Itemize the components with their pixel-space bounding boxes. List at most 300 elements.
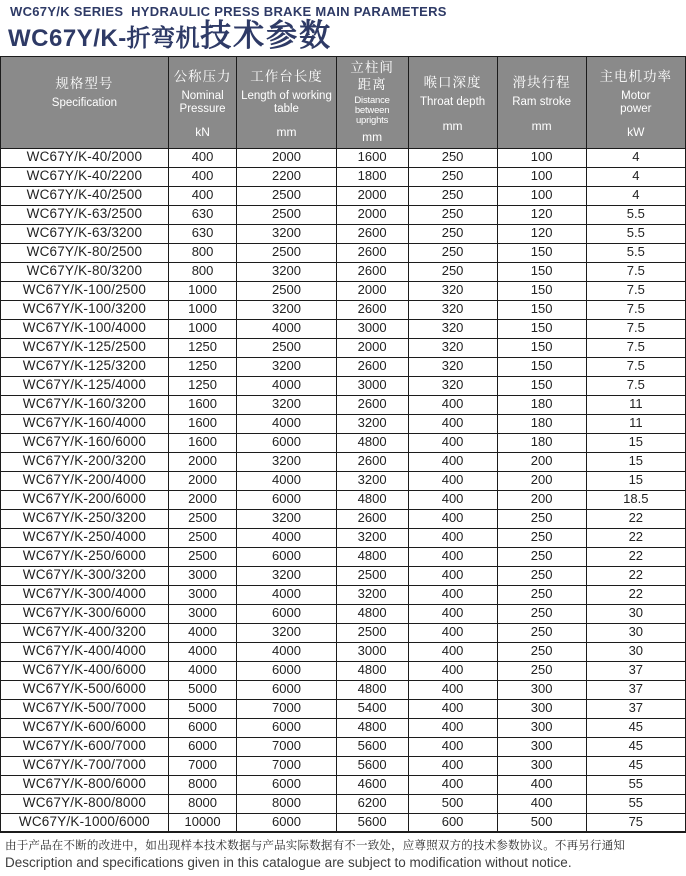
table-row — [1, 452, 686, 471]
table-row — [1, 338, 686, 357]
spec-value-cell: 5400 — [336, 699, 408, 718]
col-en: Length of working table — [241, 89, 332, 116]
spec-value-cell: 320 — [408, 357, 497, 376]
table-row — [1, 718, 686, 737]
spec-model-cell: WC67Y/K-125/2500 — [1, 338, 169, 357]
spec-value-cell: 300 — [497, 699, 586, 718]
spec-value-cell: 250 — [497, 623, 586, 642]
spec-value-cell: 15 — [586, 452, 685, 471]
spec-value-cell: 250 — [497, 566, 586, 585]
table-row — [1, 300, 686, 319]
spec-value-cell: 7.5 — [586, 300, 685, 319]
spec-value-cell: 3200 — [237, 300, 336, 319]
spec-value-cell: 400 — [408, 433, 497, 452]
spec-value-cell: 400 — [168, 186, 237, 205]
spec-value-cell: 4800 — [336, 547, 408, 566]
table-row — [1, 414, 686, 433]
spec-value-cell: 75 — [586, 813, 685, 832]
spec-value-cell: 250 — [408, 167, 497, 186]
spec-value-cell: 250 — [408, 243, 497, 262]
spec-value-cell: 4800 — [336, 490, 408, 509]
spec-value-cell: 400 — [408, 699, 497, 718]
spec-value-cell: 6000 — [237, 661, 336, 680]
spec-value-cell: 1250 — [168, 357, 237, 376]
table-header — [1, 56, 686, 148]
col-zh: 滑块行程 — [512, 75, 571, 91]
table-row — [1, 243, 686, 262]
spec-value-cell: 400 — [408, 547, 497, 566]
spec-value-cell: 3200 — [336, 585, 408, 604]
spec-model-cell: WC67Y/K-200/4000 — [1, 471, 169, 490]
col-unit: mm — [276, 125, 297, 140]
spec-table-body — [1, 148, 686, 832]
spec-value-cell: 4 — [586, 186, 685, 205]
spec-model-cell: WC67Y/K-125/3200 — [1, 357, 169, 376]
spec-value-cell: 300 — [497, 718, 586, 737]
spec-value-cell: 3000 — [168, 604, 237, 623]
spec-value-cell: 180 — [497, 395, 586, 414]
spec-value-cell: 7000 — [168, 756, 237, 775]
col-header-nominal-pressure — [168, 56, 237, 148]
spec-value-cell: 3200 — [336, 471, 408, 490]
table-row — [1, 433, 686, 452]
spec-value-cell: 2500 — [237, 186, 336, 205]
spec-value-cell: 3200 — [237, 224, 336, 243]
spec-model-cell: WC67Y/K-100/3200 — [1, 300, 169, 319]
table-row — [1, 547, 686, 566]
spec-value-cell: 150 — [497, 319, 586, 338]
page-title — [0, 19, 686, 56]
spec-model-cell: WC67Y/K-63/3200 — [1, 224, 169, 243]
spec-value-cell: 1000 — [168, 281, 237, 300]
spec-value-cell: 22 — [586, 528, 685, 547]
table-row — [1, 756, 686, 775]
spec-value-cell: 250 — [497, 642, 586, 661]
col-zh: 主电机功率 — [599, 68, 673, 84]
col-header-motor-power — [586, 56, 685, 148]
spec-value-cell: 600 — [408, 813, 497, 832]
table-row — [1, 262, 686, 281]
spec-value-cell: 2600 — [336, 452, 408, 471]
spec-model-cell: WC67Y/K-400/6000 — [1, 661, 169, 680]
col-unit: mm — [442, 118, 463, 133]
spec-value-cell: 2500 — [237, 281, 336, 300]
table-row — [1, 775, 686, 794]
spec-value-cell: 250 — [497, 547, 586, 566]
spec-value-cell: 500 — [408, 794, 497, 813]
spec-value-cell: 4800 — [336, 604, 408, 623]
spec-value-cell: 250 — [408, 205, 497, 224]
spec-value-cell: 1600 — [168, 433, 237, 452]
spec-value-cell: 2000 — [168, 452, 237, 471]
spec-value-cell: 7.5 — [586, 262, 685, 281]
spec-value-cell: 1000 — [168, 300, 237, 319]
spec-value-cell: 250 — [497, 661, 586, 680]
spec-value-cell: 400 — [408, 604, 497, 623]
spec-value-cell: 3200 — [237, 395, 336, 414]
col-header-table-length — [237, 56, 336, 148]
spec-value-cell: 55 — [586, 794, 685, 813]
spec-value-cell: 4 — [586, 148, 685, 167]
spec-value-cell: 250 — [497, 528, 586, 547]
col-zh: 工作台长度 — [250, 68, 323, 84]
table-row — [1, 566, 686, 585]
spec-value-cell: 2600 — [336, 357, 408, 376]
spec-value-cell: 320 — [408, 300, 497, 319]
spec-value-cell: 1250 — [168, 376, 237, 395]
col-unit: mm — [362, 129, 383, 144]
spec-value-cell: 200 — [497, 490, 586, 509]
col-en: Throat depth — [419, 96, 486, 109]
table-row — [1, 680, 686, 699]
spec-value-cell: 37 — [586, 699, 685, 718]
page-title-model: WC67Y/K-折弯机 — [8, 25, 201, 52]
spec-value-cell: 2000 — [336, 338, 408, 357]
table-row — [1, 357, 686, 376]
spec-model-cell: WC67Y/K-600/6000 — [1, 718, 169, 737]
spec-model-cell: WC67Y/K-500/6000 — [1, 680, 169, 699]
spec-model-cell: WC67Y/K-125/4000 — [1, 376, 169, 395]
spec-value-cell: 37 — [586, 661, 685, 680]
spec-model-cell: WC67Y/K-250/6000 — [1, 547, 169, 566]
spec-value-cell: 6200 — [336, 794, 408, 813]
spec-model-cell: WC67Y/K-700/7000 — [1, 756, 169, 775]
spec-value-cell: 1250 — [168, 338, 237, 357]
col-unit: kN — [195, 125, 210, 140]
spec-value-cell: 400 — [408, 509, 497, 528]
spec-value-cell: 55 — [586, 775, 685, 794]
spec-model-cell: WC67Y/K-80/3200 — [1, 262, 169, 281]
spec-value-cell: 320 — [408, 319, 497, 338]
spec-model-cell: WC67Y/K-300/6000 — [1, 604, 169, 623]
spec-value-cell: 2500 — [168, 509, 237, 528]
col-en: Ram stroke — [512, 96, 572, 109]
spec-value-cell: 3200 — [237, 357, 336, 376]
header-row — [1, 56, 686, 148]
spec-value-cell: 4800 — [336, 661, 408, 680]
spec-value-cell: 4000 — [168, 642, 237, 661]
spec-value-cell: 320 — [408, 338, 497, 357]
footer-note-en: Description and specifications given in this catalogue are subject to modification without notice. — [5, 855, 572, 871]
table-row — [1, 737, 686, 756]
spec-value-cell: 1600 — [336, 148, 408, 167]
spec-value-cell: 150 — [497, 357, 586, 376]
col-header-ram-stroke — [497, 56, 586, 148]
spec-value-cell: 250 — [408, 148, 497, 167]
spec-value-cell: 2500 — [237, 205, 336, 224]
spec-value-cell: 5.5 — [586, 205, 685, 224]
spec-value-cell: 2000 — [336, 186, 408, 205]
col-header-distance-uprights — [336, 56, 408, 148]
spec-value-cell: 4000 — [237, 471, 336, 490]
spec-value-cell: 5600 — [336, 737, 408, 756]
spec-value-cell: 18.5 — [586, 490, 685, 509]
spec-value-cell: 200 — [497, 471, 586, 490]
col-unit: mm — [531, 118, 552, 133]
spec-value-cell: 4000 — [237, 376, 336, 395]
spec-value-cell: 2000 — [168, 490, 237, 509]
spec-value-cell: 400 — [408, 395, 497, 414]
spec-value-cell: 2000 — [237, 148, 336, 167]
spec-value-cell: 4800 — [336, 718, 408, 737]
spec-value-cell: 2500 — [168, 547, 237, 566]
spec-value-cell: 3200 — [237, 623, 336, 642]
table-row — [1, 471, 686, 490]
spec-value-cell: 5600 — [336, 756, 408, 775]
spec-model-cell: WC67Y/K-100/4000 — [1, 319, 169, 338]
spec-value-cell: 800 — [168, 243, 237, 262]
table-row — [1, 794, 686, 813]
spec-model-cell: WC67Y/K-400/3200 — [1, 623, 169, 642]
spec-value-cell: 2000 — [336, 205, 408, 224]
spec-value-cell: 400 — [408, 756, 497, 775]
spec-value-cell: 100 — [497, 148, 586, 167]
spec-value-cell: 22 — [586, 509, 685, 528]
spec-model-cell: WC67Y/K-160/3200 — [1, 395, 169, 414]
spec-value-cell: 400 — [408, 452, 497, 471]
table-row — [1, 281, 686, 300]
spec-value-cell: 5000 — [168, 680, 237, 699]
spec-value-cell: 8000 — [168, 775, 237, 794]
spec-value-cell: 400 — [408, 623, 497, 642]
spec-value-cell: 250 — [408, 186, 497, 205]
spec-value-cell: 6000 — [168, 718, 237, 737]
spec-value-cell: 4600 — [336, 775, 408, 794]
spec-value-cell: 30 — [586, 642, 685, 661]
table-row — [1, 661, 686, 680]
table-row — [1, 623, 686, 642]
spec-value-cell: 150 — [497, 262, 586, 281]
spec-value-cell: 2000 — [168, 471, 237, 490]
spec-value-cell: 2500 — [336, 623, 408, 642]
spec-model-cell: WC67Y/K-40/2200 — [1, 167, 169, 186]
spec-value-cell: 10000 — [168, 813, 237, 832]
spec-value-cell: 3200 — [336, 528, 408, 547]
col-en: Specification — [51, 97, 118, 110]
spec-value-cell: 8000 — [168, 794, 237, 813]
table-row — [1, 224, 686, 243]
spec-value-cell: 150 — [497, 243, 586, 262]
spec-value-cell: 250 — [497, 585, 586, 604]
col-unit: kW — [627, 125, 645, 140]
spec-value-cell: 400 — [408, 566, 497, 585]
col-en: Distance between uprights — [354, 94, 390, 126]
table-row — [1, 813, 686, 832]
spec-value-cell: 2600 — [336, 243, 408, 262]
spec-value-cell: 22 — [586, 566, 685, 585]
spec-model-cell: WC67Y/K-600/7000 — [1, 737, 169, 756]
spec-value-cell: 3000 — [168, 566, 237, 585]
table-row — [1, 205, 686, 224]
spec-value-cell: 5600 — [336, 813, 408, 832]
spec-value-cell: 45 — [586, 756, 685, 775]
spec-value-cell: 3000 — [168, 585, 237, 604]
spec-model-cell: WC67Y/K-300/3200 — [1, 566, 169, 585]
spec-value-cell: 150 — [497, 300, 586, 319]
spec-value-cell: 2500 — [168, 528, 237, 547]
spec-value-cell: 2600 — [336, 509, 408, 528]
col-header-throat-depth — [408, 56, 497, 148]
spec-value-cell: 400 — [408, 661, 497, 680]
spec-value-cell: 2500 — [237, 338, 336, 357]
spec-value-cell: 7.5 — [586, 338, 685, 357]
spec-value-cell: 2600 — [336, 300, 408, 319]
spec-value-cell: 45 — [586, 737, 685, 756]
spec-value-cell: 3200 — [237, 262, 336, 281]
spec-value-cell: 6000 — [237, 775, 336, 794]
spec-value-cell: 100 — [497, 167, 586, 186]
page-title-cn: 技术参数 — [200, 18, 333, 53]
spec-model-cell: WC67Y/K-500/7000 — [1, 699, 169, 718]
spec-value-cell: 3200 — [237, 509, 336, 528]
spec-value-cell: 400 — [408, 414, 497, 433]
spec-value-cell: 2200 — [237, 167, 336, 186]
spec-value-cell: 15 — [586, 471, 685, 490]
spec-value-cell: 4000 — [168, 661, 237, 680]
spec-value-cell: 320 — [408, 281, 497, 300]
spec-value-cell: 4000 — [237, 585, 336, 604]
spec-value-cell: 3000 — [336, 642, 408, 661]
spec-value-cell: 250 — [408, 262, 497, 281]
spec-value-cell: 250 — [497, 509, 586, 528]
spec-value-cell: 1600 — [168, 414, 237, 433]
spec-value-cell: 7.5 — [586, 281, 685, 300]
spec-value-cell: 6000 — [237, 547, 336, 566]
spec-value-cell: 4000 — [237, 319, 336, 338]
spec-value-cell: 3200 — [237, 452, 336, 471]
spec-value-cell: 150 — [497, 281, 586, 300]
spec-value-cell: 1000 — [168, 319, 237, 338]
spec-value-cell: 3000 — [336, 376, 408, 395]
spec-model-cell: WC67Y/K-250/3200 — [1, 509, 169, 528]
spec-value-cell: 2600 — [336, 224, 408, 243]
spec-value-cell: 400 — [408, 528, 497, 547]
spec-value-cell: 1800 — [336, 167, 408, 186]
spec-value-cell: 4000 — [237, 414, 336, 433]
spec-value-cell: 30 — [586, 623, 685, 642]
spec-value-cell: 3200 — [237, 566, 336, 585]
spec-value-cell: 400 — [497, 794, 586, 813]
spec-value-cell: 2500 — [336, 566, 408, 585]
spec-value-cell: 500 — [497, 813, 586, 832]
spec-value-cell: 400 — [408, 775, 497, 794]
spec-value-cell: 6000 — [237, 680, 336, 699]
spec-value-cell: 7000 — [237, 756, 336, 775]
spec-value-cell: 37 — [586, 680, 685, 699]
table-row — [1, 604, 686, 623]
spec-value-cell: 400 — [408, 642, 497, 661]
spec-value-cell: 5000 — [168, 699, 237, 718]
spec-value-cell: 5.5 — [586, 224, 685, 243]
spec-value-cell: 4000 — [237, 642, 336, 661]
spec-value-cell: 6000 — [237, 433, 336, 452]
footer — [0, 833, 686, 874]
spec-value-cell: 6000 — [168, 737, 237, 756]
spec-model-cell: WC67Y/K-800/6000 — [1, 775, 169, 794]
table-row — [1, 528, 686, 547]
spec-value-cell: 400 — [408, 737, 497, 756]
spec-model-cell: WC67Y/K-300/4000 — [1, 585, 169, 604]
spec-value-cell: 22 — [586, 547, 685, 566]
spec-value-cell: 120 — [497, 205, 586, 224]
table-row — [1, 699, 686, 718]
spec-value-cell: 45 — [586, 718, 685, 737]
spec-value-cell: 4000 — [237, 528, 336, 547]
spec-value-cell: 150 — [497, 376, 586, 395]
col-unit — [2, 120, 167, 132]
spec-model-cell: WC67Y/K-800/8000 — [1, 794, 169, 813]
spec-model-cell: WC67Y/K-100/2500 — [1, 281, 169, 300]
spec-value-cell: 6000 — [237, 604, 336, 623]
spec-value-cell: 180 — [497, 433, 586, 452]
spec-value-cell: 5.5 — [586, 243, 685, 262]
spec-value-cell: 320 — [408, 376, 497, 395]
spec-value-cell: 800 — [168, 262, 237, 281]
table-row — [1, 148, 686, 167]
spec-value-cell: 8000 — [237, 794, 336, 813]
spec-value-cell: 6000 — [237, 718, 336, 737]
spec-value-cell: 22 — [586, 585, 685, 604]
spec-value-cell: 6000 — [237, 490, 336, 509]
spec-value-cell: 3000 — [336, 319, 408, 338]
table-row — [1, 509, 686, 528]
spec-value-cell: 250 — [497, 604, 586, 623]
spec-value-cell: 2000 — [336, 281, 408, 300]
spec-value-cell: 400 — [408, 490, 497, 509]
col-zh: 公称压力 — [173, 68, 232, 84]
col-zh: 立柱间 — [350, 60, 394, 76]
table-row — [1, 186, 686, 205]
table-row — [1, 395, 686, 414]
table-row — [1, 167, 686, 186]
spec-value-cell: 200 — [497, 452, 586, 471]
spec-model-cell: WC67Y/K-400/4000 — [1, 642, 169, 661]
spec-value-cell: 1600 — [168, 395, 237, 414]
spec-model-cell: WC67Y/K-1000/6000 — [1, 813, 169, 832]
spec-value-cell: 400 — [408, 585, 497, 604]
col-zh: 喉口深度 — [423, 75, 482, 91]
spec-value-cell: 4 — [586, 167, 685, 186]
spec-value-cell: 400 — [408, 680, 497, 699]
spec-value-cell: 300 — [497, 680, 586, 699]
spec-table — [0, 56, 686, 834]
spec-value-cell: 4000 — [168, 623, 237, 642]
spec-value-cell: 7000 — [237, 699, 336, 718]
spec-model-cell: WC67Y/K-63/2500 — [1, 205, 169, 224]
spec-value-cell: 30 — [586, 604, 685, 623]
spec-value-cell: 3200 — [336, 414, 408, 433]
spec-model-cell: WC67Y/K-160/6000 — [1, 433, 169, 452]
spec-value-cell: 7.5 — [586, 357, 685, 376]
spec-value-cell: 4800 — [336, 680, 408, 699]
spec-value-cell: 7.5 — [586, 376, 685, 395]
spec-value-cell: 400 — [408, 471, 497, 490]
spec-value-cell: 400 — [168, 167, 237, 186]
spec-value-cell: 2600 — [336, 395, 408, 414]
spec-value-cell: 250 — [408, 224, 497, 243]
col-zh: 规格型号 — [55, 76, 114, 92]
spec-model-cell: WC67Y/K-160/4000 — [1, 414, 169, 433]
table-row — [1, 642, 686, 661]
spec-value-cell: 100 — [497, 186, 586, 205]
table-row — [1, 376, 686, 395]
spec-value-cell: 11 — [586, 414, 685, 433]
footer-note-zh: 由于产品在不断的改进中，如出现样本技术数据与产品实际数据有不一致处，应尊照双方的技术参数协议。不再另行通知 — [5, 840, 626, 853]
spec-value-cell: 400 — [497, 775, 586, 794]
spec-value-cell: 120 — [497, 224, 586, 243]
col-en: Nominal Pressure — [179, 89, 226, 116]
spec-model-cell: WC67Y/K-40/2500 — [1, 186, 169, 205]
